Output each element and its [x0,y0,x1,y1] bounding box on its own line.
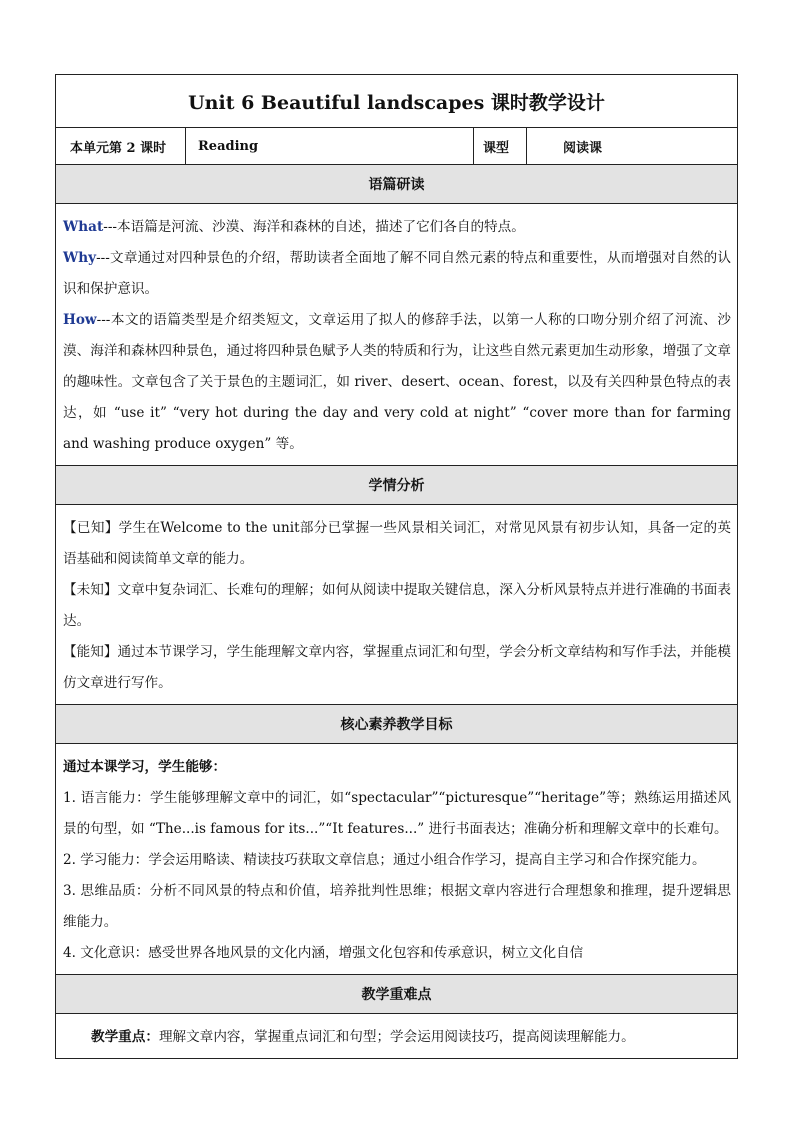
key-point-line [63,1022,731,1053]
what-label: What [63,219,104,235]
why-label: Why [63,250,97,266]
type-value: 阅读课 [527,128,738,165]
meta-row [56,128,738,165]
goal-item: 2. 学习能力：学会运用略读、精读技巧获取文章信息；通过小组合作学习，提高自主学习和合作探究能力。 [63,852,706,868]
section-heading-core-goals: 核心素养教学目标 [56,705,738,744]
key-point-label: 教学重点： [91,1029,159,1045]
what-text: ---本语篇是河流、沙漠、海洋和森林的自述，描述了它们各自的特点。 [103,219,525,235]
lesson-plan-page [55,74,737,1059]
why-text: ---文章通过对四种景色的介绍，帮助读者全面地了解不同自然元素的特点和重要性，从而增强对自然的认识和保护意识。 [63,250,731,297]
core-goals-content [56,744,738,975]
lesson-plan-table [55,74,738,1059]
lesson-name: Reading [186,128,474,165]
able-paragraph: 【能知】通过本节课学习，学生能理解文章内容，掌握重点词汇和句型，学会分析文章结构和写作手法，并能模仿文章进行写作。 [63,644,731,691]
how-label: How [63,312,97,328]
goal-item: 4. 文化意识：感受世界各地风景的文化内涵，增强文化包容和传承意识，树立文化自信 [63,945,584,961]
how-paragraph [63,305,731,460]
goals-intro: 通过本课学习，学生能够： [63,759,227,775]
period-label: 本单元第 2 课时 [56,128,186,165]
goal-item: 3. 思维品质：分析不同风景的特点和价值，培养批判性思维；根据文章内容进行合理想象和推理，提升逻辑思维能力。 [63,883,731,930]
student-analysis-content [56,505,738,705]
what-paragraph [63,212,731,243]
unknown-paragraph: 【未知】文章中复杂词汇、长难句的理解；如何从阅读中提取关键信息，深入分析风景特点并进行准确的书面表达。 [63,582,731,629]
how-text: ---本文的语篇类型是介绍类短文，文章运用了拟人的修辞手法，以第一人称的口吻分别介绍了河流、沙漠、海洋和森林四种景色，通过将四种景色赋予人类的特质和行为，让这些自然元素更加生动形象，增强了文章的趣味性。文章包含了关于景色的主题词汇，如 river、desert、ocean、forest，以及有关四种景色特点的表达，如 “use it” “very hot during the day and very cold at night” “cover more than for farming and washing produce oxygen” 等。 [63,312,731,452]
known-paragraph: 【已知】学生在Welcome to the unit部分已掌握一些风景相关词汇，对常见风景有初步认知，具备一定的英语基础和阅读简单文章的能力。 [63,520,731,567]
section-heading-text-analysis: 语篇研读 [56,165,738,204]
text-analysis-content [56,204,738,466]
section-heading-key-points: 教学重难点 [56,975,738,1014]
key-point-text: 理解文章内容，掌握重点词汇和句型；学会运用阅读技巧，提高阅读理解能力。 [158,1029,635,1045]
key-points-content [56,1014,738,1059]
goal-item: 1. 语言能力：学生能够理解文章中的词汇，如“spectacular”“picturesque”“heritage”等；熟练运用描述风景的句型，如 “The...is famous for its...”“It features...” 进行书面表达；准确分析和理解文章中的长难句。 [63,790,731,837]
type-label: 课型 [474,128,527,165]
section-heading-student-analysis: 学情分析 [56,466,738,505]
why-paragraph [63,243,731,305]
document-title: Unit 6 Beautiful landscapes 课时教学设计 [56,75,738,128]
